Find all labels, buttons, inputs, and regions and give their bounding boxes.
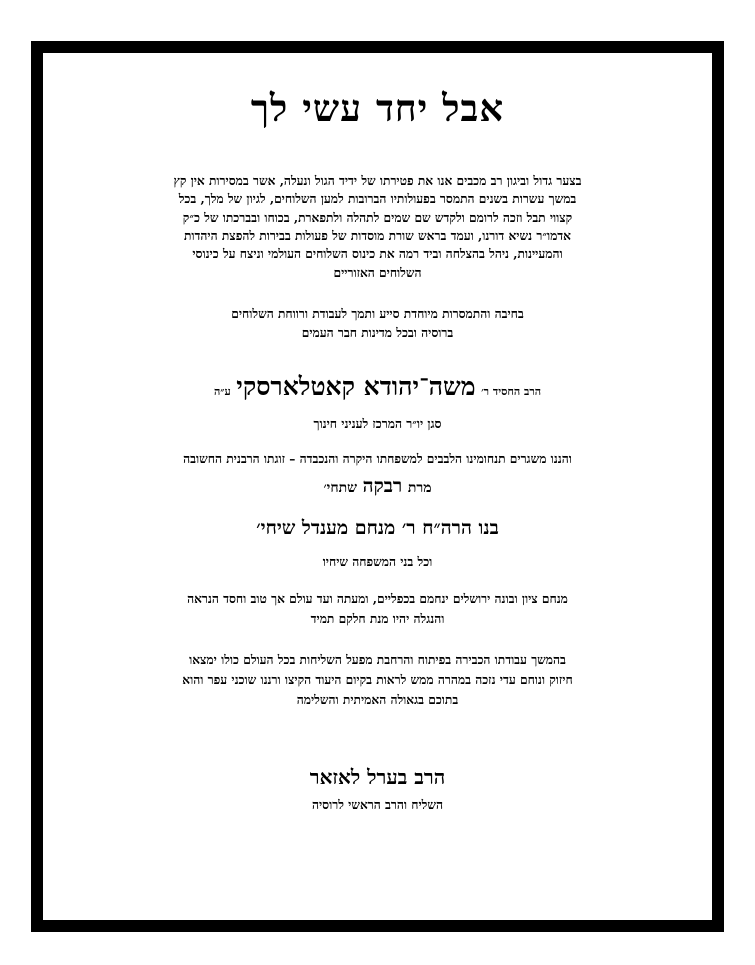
signature-name: הרב בערל לאזאר — [309, 765, 446, 789]
widow-prefix: מרת — [407, 480, 432, 496]
widow-suffix: שתחי׳ — [323, 480, 358, 496]
blessing-line: והנגלה יהיו מנת חלקם תמיד — [310, 612, 445, 626]
deceased-name: משה־יהודא קאטלארסקי — [236, 372, 476, 401]
widow-heading — [50, 475, 705, 498]
support-line: בחיבה והתמסרות מיוחדת סייע ותמך לעבודת ורווחת השלוחים — [231, 307, 524, 321]
paragraph-line: בצער גדול וביגון רב מכבים אנו את פטירתו של ידיד הגול ונעלה, אשר במסירות אין קץ — [173, 174, 582, 188]
blessing-line: מנחם ציון ובונה ירושלים ינחמם בכפליים, ומעתה ועד עולם אך טוב וחסד הנראה — [187, 592, 568, 606]
deceased-prefix: הרב החסיד ר׳ — [481, 385, 542, 398]
deceased-heading — [50, 372, 705, 402]
deceased-role: סגן יו״ר המרכז לעניני חינוך — [313, 417, 442, 431]
closing-line: בתוכם בגאולה האמיתית והשלימה — [296, 693, 459, 707]
signature-title: השליח והרב הראשי לרוסיה — [311, 798, 444, 812]
paragraph-line: השלוחים האזוריים — [333, 266, 422, 280]
paragraph-line: אדמו״ר נשיא דורנו, ועמד בראש שורת מוסדות של פעולות בבירות להפצת היהדות — [184, 229, 571, 243]
closing-line: חיזוק ונוחם עדי נזכה במהרה ממש לראות בקיום היעוד הקיצו ורננו שוכני עפר והוא — [182, 673, 573, 687]
paragraph-line: קצווי תבל וזכה לרומם ולקדש שם שמים לתהלה ולתפארת, בכוחו ובברכתו של כ״ק — [182, 211, 573, 225]
condolence-line: והננו משגרים תנחומינו הלבבים למשפחתו היקרה והנכבדה – זוגתו הרבנית החשובה — [183, 452, 572, 466]
widow-name: רבקה — [362, 475, 403, 497]
family-line: וכל בני המשפחה שיחיו — [322, 555, 433, 569]
deceased-suffix: ע״ה — [213, 385, 231, 398]
paragraph-line: במשך עשרות בשנים התמסר בפעולותיו הברובות למען השלוחים, לגיון של מלך, בכל — [178, 192, 577, 206]
paragraph-line: והמעיינות, ניהל בהצלחה וביד רמה את כינוס השלוחים העולמי וניצח על כינוסי — [192, 247, 563, 261]
support-line: ברוסיה ובכל מדינות חבר העמים — [301, 326, 454, 340]
notice-title: אבל יחד עשי לך — [250, 86, 505, 130]
son-heading: בנו הרה״ח ר׳ מנחם מענדל שיחי׳ — [256, 517, 499, 539]
closing-line: בהמשך עבודתו הכבירה בפיתוח והרחבת מפעל השליחות בכל העולם כולו ימצאו — [189, 653, 566, 667]
